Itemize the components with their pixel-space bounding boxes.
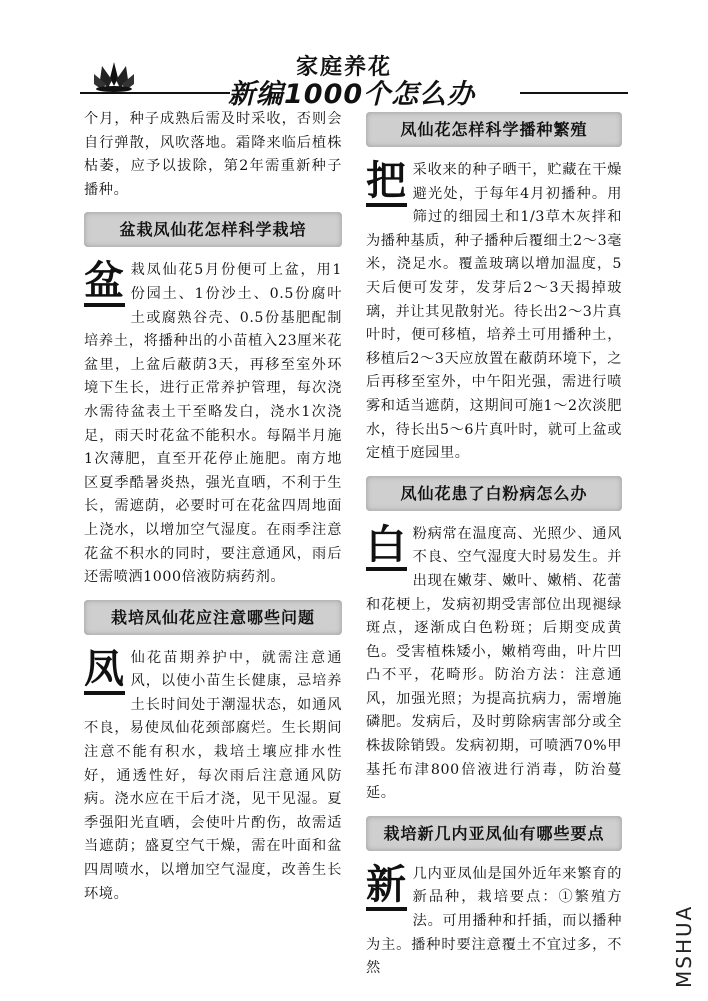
watermark: MSHUA <box>672 904 696 988</box>
header-subtitle: 家庭养花 <box>296 54 393 80</box>
section-heading: 凤仙花患了白粉病怎么办 <box>366 476 622 511</box>
section-text: 采收来的种子晒干，贮藏在干燥避光处，于每年4月初播种。用筛过的细园土和1/3草木灰拌和为播种基质，种子播种后覆细土2～3毫米，浇足水。覆盖玻璃以增加温度，5天后便可发芽，发芽后2～3天揭掉玻璃，并让其见散射光。待长出2～3片真叶时，便可移植，培养土可用播种土，移植后2～3天应放置在蔽荫环境下，之后再移至室外，中午阳光强，需进行喷雾和适当遮荫，这期间可施1～2次淡肥水，待长出5～6片真叶时，就可上盆或定植于庭园里。 <box>366 162 622 462</box>
header-rule-left <box>80 92 230 94</box>
header-title: 新编1000个怎么办 <box>228 79 476 110</box>
section-heading: 栽培新几内亚凤仙有哪些要点 <box>366 816 622 851</box>
section-heading: 凤仙花怎样科学播种繁殖 <box>366 112 622 147</box>
section-body <box>366 523 622 806</box>
drop-cap: 白 <box>366 523 407 571</box>
right-column <box>366 108 622 981</box>
left-column <box>84 108 342 906</box>
header-rule-right <box>520 92 628 94</box>
section-body <box>84 647 342 907</box>
section-text: 粉病常在温度高、光照少、通风不良、空气湿度大时易发生。并出现在嫩芽、嫩叶、嫩梢、花蕾和花梗上，发病初期受害部位出现褪绿斑点，逐渐成白色粉斑；后期变成黄色。受害植株矮小，嫩梢弯曲，叶片凹凸不平，花畸形。防治方法：注意通风，加强光照；为提高抗病力，需增施磷肥。发病后，及时剪除病害部分或全株拔除销毁。发病初期，可喷洒70%甲基托布津800倍液进行消毒，防治蔓延。 <box>366 525 622 802</box>
section-body <box>84 259 342 589</box>
section-heading: 盆栽凤仙花怎样科学栽培 <box>84 212 342 247</box>
drop-cap: 盆 <box>84 259 125 307</box>
intro-paragraph: 个月，种子成熟后需及时采收，否则会自行弹散，风吹落地。霜降来临后植株枯萎，应予以拔除，第2年需重新种子播种。 <box>84 111 342 198</box>
flower-logo-icon <box>92 58 136 92</box>
section-body <box>366 159 622 466</box>
drop-cap: 凤 <box>84 647 125 695</box>
page-header <box>0 0 708 110</box>
section-text: 仙花苗期养护中，就需注意通风，以使小苗生长健康，忌培养土长时间处于潮湿状态，如通风不良，易使凤仙花颈部腐烂。生长期间注意不能有积水，栽培土壤应排水性好，通透性好，每次雨后注意通风防病。浇水应在干后才浇，见干见湿。夏季强阳光直晒，会使叶片酌伤，故需适当遮荫；盛夏空气干燥，需在叶面和盆四周喷水，以增加空气湿度，改善生长环境。 <box>84 649 342 902</box>
section-text: 几内亚凤仙是国外近年来繁育的新品种，栽培要点：①繁殖方法。可用播种和扦插，而以播种为主。播种时要注意覆土不宜过多，不然 <box>366 865 622 977</box>
section-text: 栽凤仙花5月份便可上盆，用1份园土、1份沙土、0.5份腐叶土或腐熟谷壳、0.5份基肥配制培养土，将播种出的小苗植入23厘米花盆里，上盆后蔽荫3天，再移至室外环境下生长，进行正常养护管理，每次浇水需待盆表土干至略发白，浇水1次浇足，雨天时花盆不能积水。每隔半月施1次薄肥，直至开花停止施肥。南方地区夏季酷暑炎热，强光直晒，不利于生长，需遮荫，必要时可在花盆四周地面上浇水，以增加空气湿度。在雨季注意花盆不积水的同时，要注意通风，雨后还需喷洒1000倍液防病药剂。 <box>84 262 342 586</box>
section-body <box>366 863 622 981</box>
drop-cap: 把 <box>366 159 407 207</box>
drop-cap: 新 <box>366 863 407 911</box>
section-heading: 栽培凤仙花应注意哪些问题 <box>84 600 342 635</box>
